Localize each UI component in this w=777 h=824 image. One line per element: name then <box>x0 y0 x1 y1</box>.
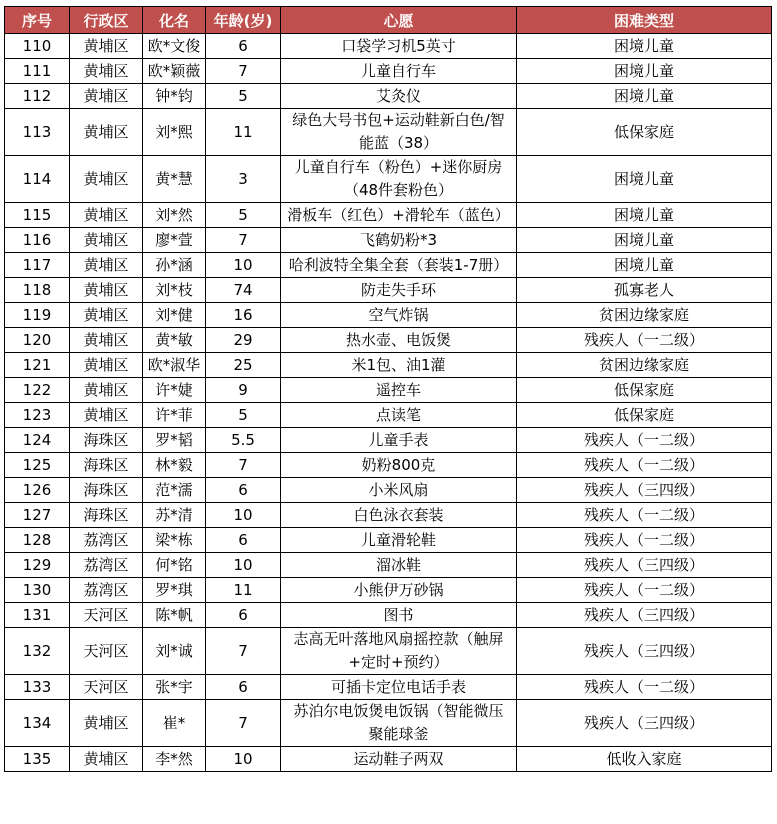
cell-district: 黄埔区 <box>70 156 143 203</box>
cell-age: 6 <box>206 675 281 700</box>
cell-wish: 志高无叶落地风扇摇控款（触屏+定时+预约） <box>281 628 517 675</box>
cell-age: 6 <box>206 478 281 503</box>
cell-age: 10 <box>206 253 281 278</box>
cell-district: 海珠区 <box>70 428 143 453</box>
cell-type: 困境儿童 <box>517 59 772 84</box>
cell-wish: 奶粉800克 <box>281 453 517 478</box>
table-row <box>5 84 772 109</box>
cell-district: 天河区 <box>70 675 143 700</box>
cell-name: 陈*帆 <box>143 603 206 628</box>
cell-wish: 哈利波特全集全套（套装1-7册） <box>281 253 517 278</box>
cell-name: 欧*文俊 <box>143 34 206 59</box>
cell-name: 廖*萱 <box>143 228 206 253</box>
table-row <box>5 353 772 378</box>
cell-no: 121 <box>5 353 70 378</box>
cell-district: 黄埔区 <box>70 403 143 428</box>
cell-district: 黄埔区 <box>70 228 143 253</box>
cell-district: 黄埔区 <box>70 747 143 772</box>
cell-type: 残疾人（三四级） <box>517 478 772 503</box>
cell-type: 残疾人（一二级） <box>517 675 772 700</box>
cell-name: 欧*颖薇 <box>143 59 206 84</box>
table-row <box>5 428 772 453</box>
wish-table <box>4 6 772 772</box>
cell-name: 苏*清 <box>143 503 206 528</box>
cell-wish: 小熊伊万砂锅 <box>281 578 517 603</box>
cell-name: 刘*诚 <box>143 628 206 675</box>
cell-name: 许*婕 <box>143 378 206 403</box>
cell-type: 残疾人（一二级） <box>517 453 772 478</box>
cell-wish: 儿童手表 <box>281 428 517 453</box>
cell-age: 6 <box>206 603 281 628</box>
cell-wish: 滑板车（红色）+滑轮车（蓝色） <box>281 203 517 228</box>
cell-type: 残疾人（一二级） <box>517 503 772 528</box>
cell-age: 6 <box>206 528 281 553</box>
header-no: 序号 <box>5 7 70 34</box>
table-row <box>5 453 772 478</box>
cell-district: 黄埔区 <box>70 203 143 228</box>
cell-name: 何*铭 <box>143 553 206 578</box>
cell-district: 荔湾区 <box>70 553 143 578</box>
header-row <box>5 7 772 34</box>
cell-age: 11 <box>206 109 281 156</box>
cell-no: 131 <box>5 603 70 628</box>
cell-name: 刘*枝 <box>143 278 206 303</box>
cell-age: 6 <box>206 34 281 59</box>
cell-wish: 儿童自行车 <box>281 59 517 84</box>
cell-type: 低保家庭 <box>517 109 772 156</box>
cell-district: 天河区 <box>70 628 143 675</box>
cell-wish: 图书 <box>281 603 517 628</box>
cell-type: 贫困边缘家庭 <box>517 353 772 378</box>
cell-district: 黄埔区 <box>70 278 143 303</box>
cell-district: 黄埔区 <box>70 328 143 353</box>
cell-district: 荔湾区 <box>70 528 143 553</box>
cell-no: 122 <box>5 378 70 403</box>
table-row <box>5 203 772 228</box>
header-type: 困难类型 <box>517 7 772 34</box>
cell-wish: 遥控车 <box>281 378 517 403</box>
cell-wish: 口袋学习机5英寸 <box>281 34 517 59</box>
cell-age: 16 <box>206 303 281 328</box>
cell-type: 残疾人（一二级） <box>517 428 772 453</box>
cell-type: 困境儿童 <box>517 156 772 203</box>
cell-no: 133 <box>5 675 70 700</box>
cell-name: 林*毅 <box>143 453 206 478</box>
cell-age: 5 <box>206 203 281 228</box>
table-row <box>5 478 772 503</box>
cell-district: 黄埔区 <box>70 59 143 84</box>
cell-name: 张*宇 <box>143 675 206 700</box>
cell-district: 黄埔区 <box>70 34 143 59</box>
cell-no: 127 <box>5 503 70 528</box>
cell-age: 10 <box>206 553 281 578</box>
table-row <box>5 156 772 203</box>
cell-name: 黄*慧 <box>143 156 206 203</box>
cell-no: 117 <box>5 253 70 278</box>
header-name: 化名 <box>143 7 206 34</box>
cell-wish: 运动鞋子两双 <box>281 747 517 772</box>
table-row <box>5 109 772 156</box>
cell-type: 困境儿童 <box>517 34 772 59</box>
cell-name: 梁*栋 <box>143 528 206 553</box>
cell-name: 罗*琪 <box>143 578 206 603</box>
cell-wish: 儿童自行车（粉色）+迷你厨房（48件套粉色） <box>281 156 517 203</box>
table-row <box>5 503 772 528</box>
cell-name: 钟*钧 <box>143 84 206 109</box>
cell-no: 129 <box>5 553 70 578</box>
cell-district: 黄埔区 <box>70 303 143 328</box>
cell-age: 3 <box>206 156 281 203</box>
cell-name: 刘*然 <box>143 203 206 228</box>
cell-wish: 溜冰鞋 <box>281 553 517 578</box>
cell-type: 困境儿童 <box>517 253 772 278</box>
cell-age: 7 <box>206 228 281 253</box>
table-row <box>5 34 772 59</box>
cell-no: 130 <box>5 578 70 603</box>
cell-no: 134 <box>5 700 70 747</box>
table-row <box>5 603 772 628</box>
cell-age: 5 <box>206 403 281 428</box>
cell-wish: 艾灸仪 <box>281 84 517 109</box>
cell-age: 9 <box>206 378 281 403</box>
cell-name: 罗*韬 <box>143 428 206 453</box>
cell-type: 残疾人（三四级） <box>517 628 772 675</box>
cell-name: 刘*健 <box>143 303 206 328</box>
table-row <box>5 228 772 253</box>
cell-name: 刘*熙 <box>143 109 206 156</box>
cell-name: 欧*淑华 <box>143 353 206 378</box>
table-row <box>5 578 772 603</box>
table-row <box>5 59 772 84</box>
cell-no: 126 <box>5 478 70 503</box>
cell-name: 崔* <box>143 700 206 747</box>
cell-age: 5.5 <box>206 428 281 453</box>
header-district: 行政区 <box>70 7 143 34</box>
header-wish: 心愿 <box>281 7 517 34</box>
cell-type: 残疾人（一二级） <box>517 528 772 553</box>
cell-no: 115 <box>5 203 70 228</box>
cell-no: 123 <box>5 403 70 428</box>
cell-type: 残疾人（三四级） <box>517 603 772 628</box>
cell-district: 荔湾区 <box>70 578 143 603</box>
cell-age: 74 <box>206 278 281 303</box>
cell-age: 7 <box>206 700 281 747</box>
cell-wish: 点读笔 <box>281 403 517 428</box>
header-age: 年龄(岁) <box>206 7 281 34</box>
cell-type: 低收入家庭 <box>517 747 772 772</box>
table-row <box>5 328 772 353</box>
cell-no: 110 <box>5 34 70 59</box>
cell-wish: 飞鹤奶粉*3 <box>281 228 517 253</box>
cell-wish: 可插卡定位电话手表 <box>281 675 517 700</box>
cell-district: 海珠区 <box>70 453 143 478</box>
table-row <box>5 528 772 553</box>
cell-type: 低保家庭 <box>517 403 772 428</box>
cell-wish: 米1包、油1灌 <box>281 353 517 378</box>
cell-district: 黄埔区 <box>70 109 143 156</box>
cell-type: 残疾人（三四级） <box>517 553 772 578</box>
cell-no: 124 <box>5 428 70 453</box>
cell-no: 128 <box>5 528 70 553</box>
cell-wish: 空气炸锅 <box>281 303 517 328</box>
cell-district: 天河区 <box>70 603 143 628</box>
cell-wish: 苏泊尔电饭煲电饭锅（智能微压聚能球釜 <box>281 700 517 747</box>
cell-name: 许*菲 <box>143 403 206 428</box>
cell-type: 低保家庭 <box>517 378 772 403</box>
cell-age: 10 <box>206 747 281 772</box>
cell-type: 残疾人（一二级） <box>517 578 772 603</box>
cell-no: 111 <box>5 59 70 84</box>
cell-type: 困境儿童 <box>517 203 772 228</box>
cell-name: 范*濡 <box>143 478 206 503</box>
cell-district: 黄埔区 <box>70 84 143 109</box>
table-row <box>5 278 772 303</box>
cell-district: 黄埔区 <box>70 253 143 278</box>
cell-age: 7 <box>206 453 281 478</box>
cell-wish: 防走失手环 <box>281 278 517 303</box>
cell-type: 孤寡老人 <box>517 278 772 303</box>
cell-wish: 白色泳衣套装 <box>281 503 517 528</box>
cell-type: 贫困边缘家庭 <box>517 303 772 328</box>
table-row <box>5 628 772 675</box>
cell-no: 119 <box>5 303 70 328</box>
cell-no: 116 <box>5 228 70 253</box>
cell-no: 120 <box>5 328 70 353</box>
cell-name: 黄*敏 <box>143 328 206 353</box>
table-row <box>5 553 772 578</box>
cell-no: 118 <box>5 278 70 303</box>
cell-district: 黄埔区 <box>70 700 143 747</box>
cell-district: 黄埔区 <box>70 353 143 378</box>
cell-age: 5 <box>206 84 281 109</box>
cell-name: 李*然 <box>143 747 206 772</box>
table-row <box>5 253 772 278</box>
table-row <box>5 378 772 403</box>
cell-no: 114 <box>5 156 70 203</box>
cell-no: 132 <box>5 628 70 675</box>
table-row <box>5 303 772 328</box>
cell-no: 135 <box>5 747 70 772</box>
cell-age: 7 <box>206 628 281 675</box>
cell-wish: 儿童滑轮鞋 <box>281 528 517 553</box>
cell-district: 海珠区 <box>70 478 143 503</box>
cell-wish: 小米风扇 <box>281 478 517 503</box>
table-row <box>5 747 772 772</box>
cell-age: 25 <box>206 353 281 378</box>
cell-type: 困境儿童 <box>517 228 772 253</box>
cell-wish: 热水壶、电饭煲 <box>281 328 517 353</box>
cell-type: 残疾人（三四级） <box>517 700 772 747</box>
table-body <box>5 34 772 772</box>
cell-type: 困境儿童 <box>517 84 772 109</box>
cell-age: 7 <box>206 59 281 84</box>
cell-type: 残疾人（一二级） <box>517 328 772 353</box>
cell-district: 海珠区 <box>70 503 143 528</box>
cell-no: 125 <box>5 453 70 478</box>
table-row <box>5 700 772 747</box>
table-container <box>4 6 772 772</box>
cell-no: 112 <box>5 84 70 109</box>
cell-age: 29 <box>206 328 281 353</box>
table-row <box>5 403 772 428</box>
cell-district: 黄埔区 <box>70 378 143 403</box>
cell-name: 孙*涵 <box>143 253 206 278</box>
cell-no: 113 <box>5 109 70 156</box>
cell-age: 11 <box>206 578 281 603</box>
cell-wish: 绿色大号书包+运动鞋新白色/智能蓝（38） <box>281 109 517 156</box>
cell-age: 10 <box>206 503 281 528</box>
table-row <box>5 675 772 700</box>
